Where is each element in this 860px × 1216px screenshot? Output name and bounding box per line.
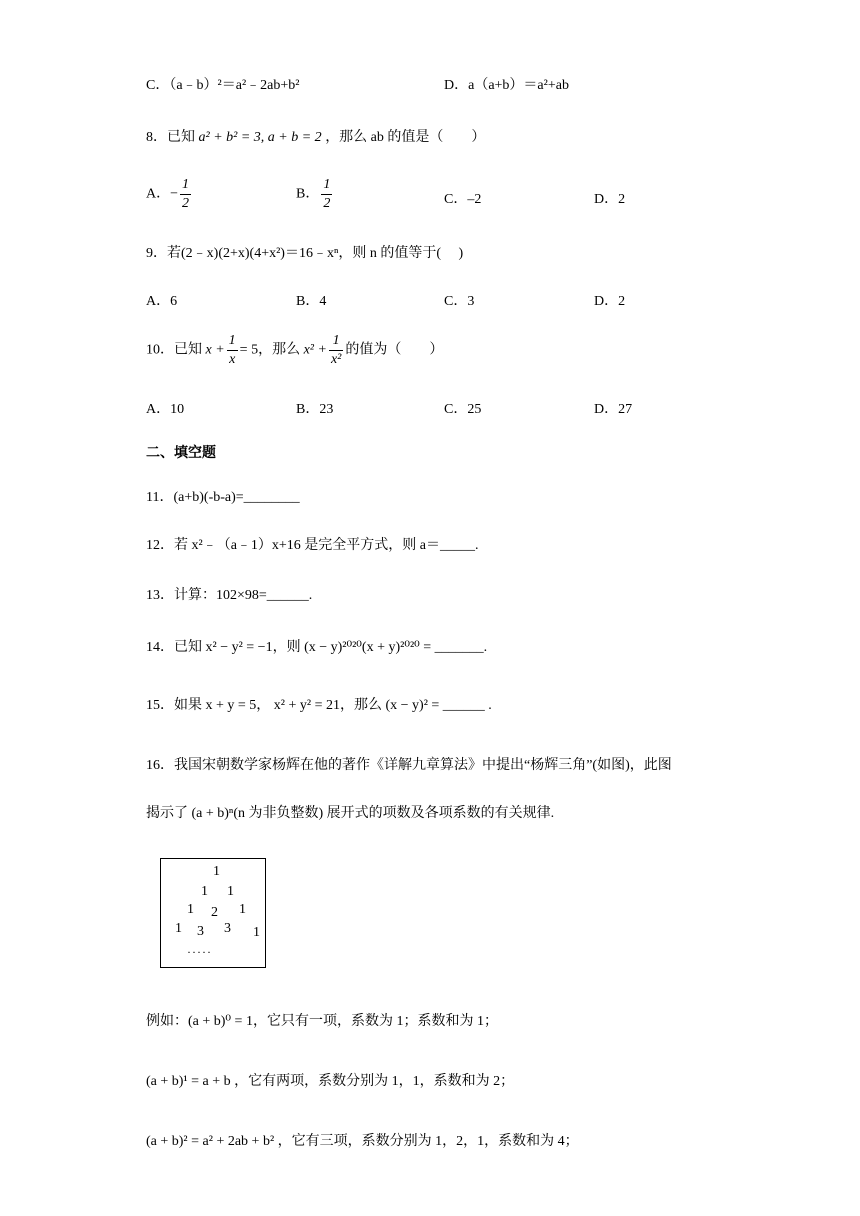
triangle-r4-c2: 3: [197, 924, 204, 939]
q16-example-2: (a + b)² = a² + 2ab + b² ，它有三项，系数分别为 1，2，1，系数和为 4；: [146, 1134, 579, 1149]
q10-stem: [146, 332, 443, 369]
q10-stem-suffix: 的值为（ ）: [345, 342, 444, 358]
triangle-r3-c2: 2: [211, 905, 218, 920]
triangle-continuation-dots: ·····: [187, 945, 212, 959]
q14: 14．已知 x² − y² = −1，则 (x − y)²⁰²⁰(x + y)²⁰²⁰ = _______.: [146, 640, 488, 655]
triangle-r4-c1: 1: [175, 921, 182, 936]
triangle-r2-c2: 1: [227, 884, 234, 899]
q12: 12．若 x²﹣（a﹣1）x+16 是完全平方式，则 a＝_____.: [146, 538, 479, 553]
q10-stem-x: x +: [205, 342, 225, 358]
q7-option-c: C．（a﹣b）²＝a²﹣2ab+b²: [146, 78, 300, 93]
q9-option-b: B．4: [296, 294, 327, 309]
triangle-r3-c3: 1: [239, 902, 246, 917]
q10-stem-prefix: 10．已知: [146, 342, 202, 358]
triangle-r1-c1: 1: [213, 864, 220, 879]
q10-fraction-1: [227, 332, 238, 369]
q10-option-a: A．10: [146, 402, 185, 417]
q10-stem-x2: x² +: [303, 342, 327, 358]
q9-stem: 9．若(2﹣x)(2+x)(4+x²)＝16﹣xⁿ，则 n 的值等于( ): [146, 246, 464, 261]
q8-option-a: [146, 176, 193, 213]
q8-option-a-label: A．: [146, 186, 171, 202]
q8-stem: [146, 126, 485, 146]
q13: 13．计算：102×98=______.: [146, 588, 313, 603]
q8-stem-suffix: ，那么 ab 的值是（ ）: [325, 130, 486, 145]
q16-line1: 16．我国宋朝数学家杨辉在他的著作《详解九章算法》中提出“杨辉三角”(如图)，此图: [146, 758, 672, 773]
section-title-fill-in: 二、填空题: [146, 445, 216, 461]
q10-fraction-2: [329, 332, 343, 369]
q15: 15．如果 x + y = 5， x² + y² = 21，那么 (x − y)² = ______ .: [146, 698, 492, 713]
q8-stem-prefix: 8．已知: [146, 130, 195, 145]
q8-option-b-label: B．: [296, 186, 320, 202]
q8-option-b: [296, 176, 334, 213]
q8-option-a-num: 1: [182, 177, 190, 192]
q8-option-b-den: 2: [323, 196, 331, 211]
q10-option-c: C．25: [444, 402, 482, 417]
triangle-r4-c3: 3: [224, 921, 231, 936]
q16-line2: 揭示了 (a + b)ⁿ(n 为非负整数) 展开式的项数及各项系数的有关规律.: [146, 806, 555, 821]
q10-frac2-num: 1: [332, 333, 340, 348]
q8-option-a-den: 2: [182, 196, 190, 211]
q8-option-a-fraction: [180, 176, 191, 213]
q10-option-d: D．27: [594, 402, 633, 417]
q10-stem-mid: = 5，那么: [239, 342, 301, 358]
q7-option-d: D．a（a+b）＝a²+ab: [444, 78, 569, 93]
q8-option-c: C．–2: [444, 192, 482, 207]
q10-frac2-den: x²: [330, 352, 342, 367]
q10-frac1-num: 1: [228, 333, 236, 348]
q16-example-intro: 例如：(a + b)⁰ = 1，它只有一项，系数为 1；系数和为 1；: [146, 1014, 498, 1029]
q8-option-a-sign: −: [170, 186, 179, 202]
q11: 11．(a+b)(-b-a)=________: [146, 490, 300, 505]
q10-option-b: B．23: [296, 402, 334, 417]
q9-option-c: C．3: [444, 294, 475, 309]
q8-stem-math: a² + b² = 3, a + b = 2: [198, 130, 322, 145]
q16-example-1: (a + b)¹ = a + b ，它有两项，系数分别为 1，1，系数和为 2；: [146, 1074, 515, 1089]
q9-option-a: A．6: [146, 294, 178, 309]
q8-option-b-fraction: [321, 176, 332, 213]
triangle-r2-c1: 1: [201, 884, 208, 899]
q9-option-d: D．2: [594, 294, 626, 309]
yanghui-triangle-figure: [160, 858, 266, 968]
q10-frac1-den: x: [227, 350, 238, 369]
triangle-r3-c1: 1: [187, 902, 194, 917]
triangle-r4-c4: 1: [253, 925, 260, 940]
q8-option-d: D．2: [594, 192, 626, 207]
q8-option-b-num: 1: [323, 177, 331, 192]
